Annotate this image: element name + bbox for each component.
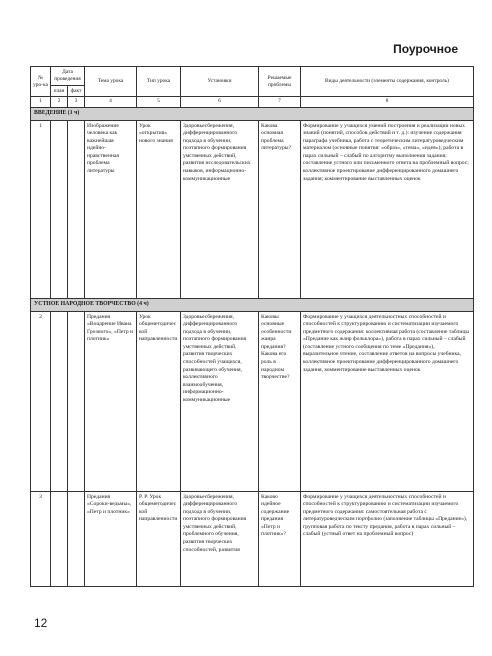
lesson-goals: Здоровьесбережения, дифференцированного подхода в обучении, поэтапного формирования умственных действий, развития исследовательских навыков, информационно-коммуникационные xyxy=(181,120,259,298)
lesson-number: 3 xyxy=(31,491,51,586)
lesson-number: 1 xyxy=(31,120,51,298)
col-header-date: Дата проведения xyxy=(51,67,85,86)
col-number: 4 xyxy=(85,97,137,107)
lesson-plan-table xyxy=(30,66,474,587)
section-title: ВВЕДЕНИЕ (1 ч) xyxy=(31,107,474,120)
col-number: 7 xyxy=(259,97,301,107)
lesson-activities: Формирование у учащихся умений построения и реализации новых знаний (понятий, способов действий и т. д.): изучение содержания параграфа учебника, работа с теоретическим литературоведческим материалом (основные понятия: «образ», «тема», «идея»); работа в парах сильный – слабый по алгоритму выполнения задания; составление устного или письменного ответа на проблемный вопрос; коллективное проектирование дифференцированного домашнего задания; комментирование выставленных оценок xyxy=(301,120,474,298)
header-row xyxy=(31,67,474,86)
lesson-type: Р. Р. Урок общеметодической направленности xyxy=(137,491,181,586)
lesson-activities: Формирование у учащихся деятельностных способностей и способностей к структурированию и систематизации изучаемого предметного содержания: самостоятельная работа с литературоведческим портфолио (заполнение таблицы «Предание»), групповая работа по тексту предания, работа в парах сильный – слабый (устный ответ на проблемный вопрос) xyxy=(301,491,474,586)
lesson-type: Урок «открытия» нового знания xyxy=(137,120,181,298)
col-number: 1 xyxy=(31,97,51,107)
table-row xyxy=(31,491,474,586)
col-number: 8 xyxy=(301,97,474,107)
date-plan-cell xyxy=(51,311,68,491)
lesson-number: 2 xyxy=(31,311,51,491)
page-header-title: Поурочное xyxy=(393,42,458,56)
lesson-topic: Предания «Сороки-ведьмы», «Петр и плотник» xyxy=(85,491,137,586)
column-number-row xyxy=(31,97,474,107)
col-header-date-plan: план xyxy=(51,85,68,97)
page-number: 12 xyxy=(34,616,48,630)
lesson-problems: Каковы основные особенности жанра предания? Какова его роль в народном творчестве? xyxy=(259,311,301,491)
section-title: УСТНОЕ НАРОДНОЕ ТВОРЧЕСТВО (4 ч) xyxy=(31,298,474,311)
lesson-goals: Здоровьесбережения, дифференцированного подхода в обучении, поэтапного формирования умственных действий, проблемного обучения, развития творческих способностей, развития xyxy=(181,491,259,586)
lesson-problems: Какова основная проблема литературы? xyxy=(259,120,301,298)
table-row xyxy=(31,120,474,298)
col-number: 5 xyxy=(137,97,181,107)
lesson-activities: Формирование у учащихся деятельностных способностей и способностей к структурированию и систематизации изучаемого предметного содержания: коллективная работа (составление таблицы «Предание как жанр фольклора»), работа в парах сильный – слабый (составление устного сообщения по теме «Предания»), выразительное чтение, составление ответов на вопросы учебника, коллективное проектирование дифференцированного домашнего задания, комментирование выставленных оценок xyxy=(301,311,474,491)
section-row-folklore xyxy=(31,298,474,311)
date-fact-cell xyxy=(68,120,85,298)
lesson-problems: Каково идейное содержание предания «Петр и плотник»? xyxy=(259,491,301,586)
col-number: 2 xyxy=(51,97,68,107)
lesson-topic: Изображение человека как важнейшая идейно-нравственная проблема литературы xyxy=(85,120,137,298)
col-header-num: № уро-ка xyxy=(31,67,51,97)
col-header-problems: Решаемые проблемы xyxy=(259,67,301,97)
col-number: 3 xyxy=(68,97,85,107)
lesson-topic: Предания «Воцарение Ивана Грозного», «Петр и плотник» xyxy=(85,311,137,491)
lesson-type: Урок общеметодической направленности xyxy=(137,311,181,491)
table-row xyxy=(31,311,474,491)
col-header-topic: Тема урока xyxy=(85,67,137,97)
section-row-introduction xyxy=(31,107,474,120)
date-plan-cell xyxy=(51,491,68,586)
col-header-date-fact: факт xyxy=(68,85,85,97)
date-fact-cell xyxy=(68,491,85,586)
date-fact-cell xyxy=(68,311,85,491)
col-header-goals: Установки xyxy=(181,67,259,97)
col-number: 6 xyxy=(181,97,259,107)
lesson-goals: Здоровьесбережения, дифференцированного подхода в обучении, поэтапного формирования умственных действий, развития творческих способностей учащихся, развивающего обучения, коллективного взаимообучения, информационно-коммуникационные xyxy=(181,311,259,491)
col-header-type: Тип урока xyxy=(137,67,181,97)
date-plan-cell xyxy=(51,120,68,298)
col-header-activities: Виды деятельности (элементы содержания, контроль) xyxy=(301,67,474,97)
